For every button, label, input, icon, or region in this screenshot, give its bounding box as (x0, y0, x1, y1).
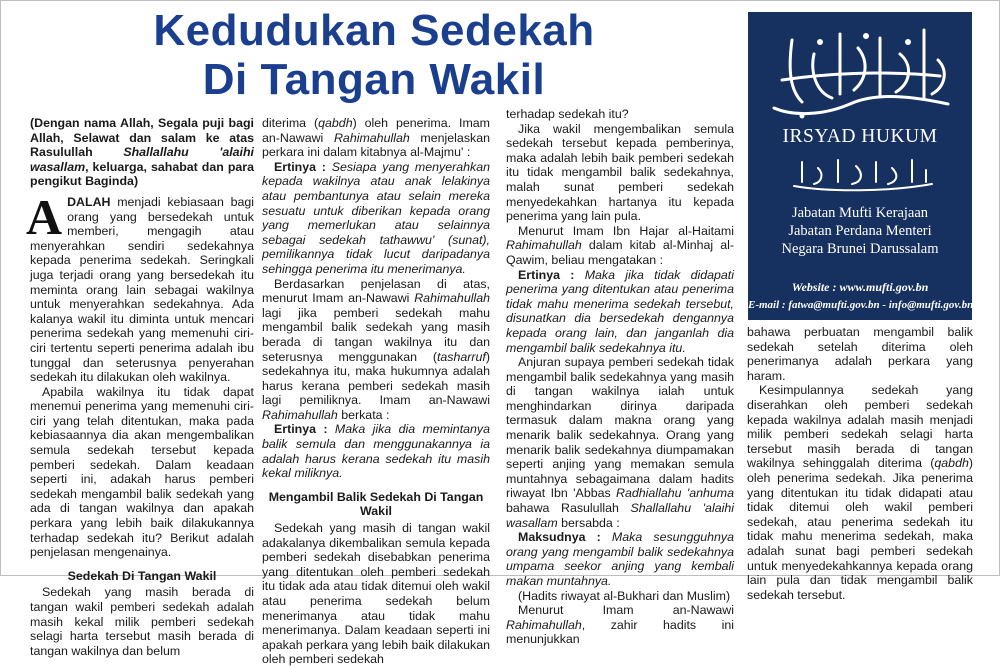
paragraph: Apabila wakilnya itu tidak dapat menemui penerima yang memenuhi ciri-ciri yang telah ditentukan, maka pada kebiasaannya dia akan mengembalikan semula sedekah tersebut kepada pemberi sedekah. Dalam keadaan seperti ini, adakah harus pemberi sedekah mengambil balik sedekah yang ada di tangan wakilnya dan apakah perkara yang lebih baik dilakukannya terhadap sedekah itu? Berikut adalah penjelasan mengenainya. (30, 384, 254, 560)
website-line: Website : www.mufti.gov.bn (791, 280, 929, 294)
dept-line-2: Jabatan Perdana Menteri (788, 223, 932, 239)
quote-translation: Ertinya : Maka jika tidak didapati penerima yang ditentukan atau penerima tidak mahu menerima sedekah tersebut, disunatkan dia bersedekah dengannya kepada orang lain, dan janganlah dia mengambil balik sedekahnya itu. (506, 267, 734, 355)
paragraph: Anjuran supaya pemberi sedekah tidak mengambil balik sedekahnya yang masih di tangan wakilnya ialah untuk menghindarkan dirinya daripada termasuk dalam makna orang yang menarik balik sedekahnya. Orang yang menarik balik sedekahnya diumpamakan seperti anjing yang memakan semula muntahnya sebagaimana dalam hadits riwayat Ibn 'Abbas Radhiallahu 'anhuma bahawa Rasulullah Shallallahu 'alaihi wasallam bersabda : (506, 355, 734, 530)
drop-cap: A (26, 188, 63, 245)
paragraph: diterima (qabdh) oleh penerima. Imam an-Nawawi Rahimahullah menjelaskan perkara ini dalam kitabnya al-Majmu' : (262, 116, 490, 160)
section-heading: Mengambil Balik Sedekah Di Tangan Wakil (268, 489, 484, 519)
dept-line-3: Negara Brunei Darussalam (781, 241, 939, 257)
paragraph: Berdasarkan penjelasan di atas, menurut Imam an-Nawawi Rahimahullah lagi jika pemberi sedekah mahu mengambil balik sedekah yang masih berada di tangan wakilnya itu dan seterusnya menggunakan (tasharruf) sedekahnya itu, maka hukumnya adalah harus kerana pemberi sedekah masih lagi pemiliknya. Imam an-Nawawi Rahimahullah berkata : (262, 276, 490, 422)
irsyad-hukum-box (748, 12, 972, 320)
brand-title: IRSYAD HUKUM (782, 126, 938, 147)
intro-blessing: (Dengan nama Allah, Segala puji bagi Allah, Selawat dan salam ke atas Rasulullah Shallallahu 'alaihi wasallam, keluarga, sahabat dan para pengikut Baginda) (30, 116, 254, 189)
headline-line-1: Kedudukan Sedekah (153, 6, 595, 55)
paragraph: bahawa perbuatan mengambil balik sedekah setelah diterima oleh penerimanya adalah perkara yang haram. (747, 325, 973, 383)
article-column-2 (262, 116, 490, 667)
article-column-3 (506, 107, 734, 647)
quote-translation: Ertinya : Sesiapa yang menyerahkan kepada wakilnya atau anak lelakinya atau pembantunya atau selain mereka sesuatu untuk diberikan kepada orang yang memerlukan atau selainnya sebagai sedekah tathawwu' (sunat), pemilikannya tidak lucut daripadanya sehingga penerima itu menerimanya. (262, 159, 490, 276)
article-column-4 (747, 325, 973, 602)
paragraph: Menurut Imam an-Nawawi Rahimahullah, zahir hadits ini menunjukkan (506, 603, 734, 647)
quote-translation: Maksudnya : Maka sesungguhnya orang yang mengambil balik sedekahnya umpama seekor anjing yang kembali makan muntahnya. (506, 530, 734, 588)
paragraph: Sedekah yang masih di tangan wakil adakalanya dikembalikan semula kepada pemberi sedekah disebabkan penerima yang ditentukan oleh pemberi sedekah itu tidak ada atau tidak ditemui oleh wakil atau penerima sedekah belum menerimanya atau tidak mahu menerimanya. Dalam keadaan seperti ini apakah perkara yang lebih baik dilakukan oleh pemberi sedekah (262, 521, 491, 667)
email-line: E-mail : fatwa@mufti.gov.bn - info@mufti.gov.bn (748, 299, 974, 311)
paragraph: Jika wakil mengembalikan semula sedekah tersebut kepada pemberinya, maka adalah lebih baik pemberi sedekah itu tidak mengambil balik sedekahnya, malah sunat pemberi sedekah menyedekahkan hartanya itu kepada penerima yang lain pula. (506, 121, 734, 224)
paragraph: Menurut Imam Ibn Hajar al-Haitami Rahimahullah dalam kitab al-Minhaj al-Qawim, beliau mengatakan : (506, 223, 734, 267)
paragraph: Kesimpulannya sedekah yang diserahkan oleh pemberi sedekah kepada wakilnya adalah masih menjadi milik pemberi sedekah selagi harta tersebut masih berada di tangan wakilnya sehinggalah diterima (qabdh) oleh penerima sedekah. Jika penerima yang ditentukan itu tidak didapati atau tidak ditemui oleh wakil pemberi sedekah, atau penerima sedekah itu tidak mahu menerima sedekah, maka adalah sunat bagi pemberi sedekah untuk menyedekahkannya kepada orang lain pula dan tidak mengambil balik sedekah tersebut. (747, 383, 973, 602)
headline-line-2: Di Tangan Wakil (202, 55, 546, 104)
department-lines (748, 204, 972, 258)
section-heading: Sedekah Di Tangan Wakil (67, 568, 217, 583)
article-headline (14, 6, 734, 104)
quote-translation: Ertinya : Maka jika dia memintanya balik semula dan menggunakannya ia adalah harus kerana sedekah itu masih kekal miliknya. (262, 422, 491, 481)
arabic-subtitle-script (788, 152, 938, 196)
paragraph: Sedekah yang masih berada di tangan wakil pemberi sedekah adalah masih kekal milik pemberi sedekah selagi harta tersebut masih berada di tangan wakilnya dan belum (30, 585, 254, 658)
paragraph: terhadap sedekah itu? (506, 107, 629, 121)
arabic-calligraphy-logo (762, 20, 958, 122)
paragraph: ADALAH menjadi kebiasaan bagi orang yang bersedekah untuk memberi, mengagih atau menyerahkan sendiri sedekahnya kepada penerima sedekah. Seringkali juga terjadi orang yang bersedekah itu meminta orang lain sebagai wakilnya untuk menyerahkan sedekahnya. Ada kalanya wakil itu diminta untuk mencari penerima sedekah yang memenuhi ciri-ciri tertentu seperti penerima adalah ibu tunggal dan seterusnya penyerahan sedekah itu dilakukan oleh wakilnya. (26, 188, 254, 385)
dept-line-1: Jabatan Mufti Kerajaan (791, 205, 929, 221)
hadith-source: (Hadits riwayat al-Bukhari dan Muslim) (518, 588, 731, 603)
article-column-1 (26, 116, 254, 658)
